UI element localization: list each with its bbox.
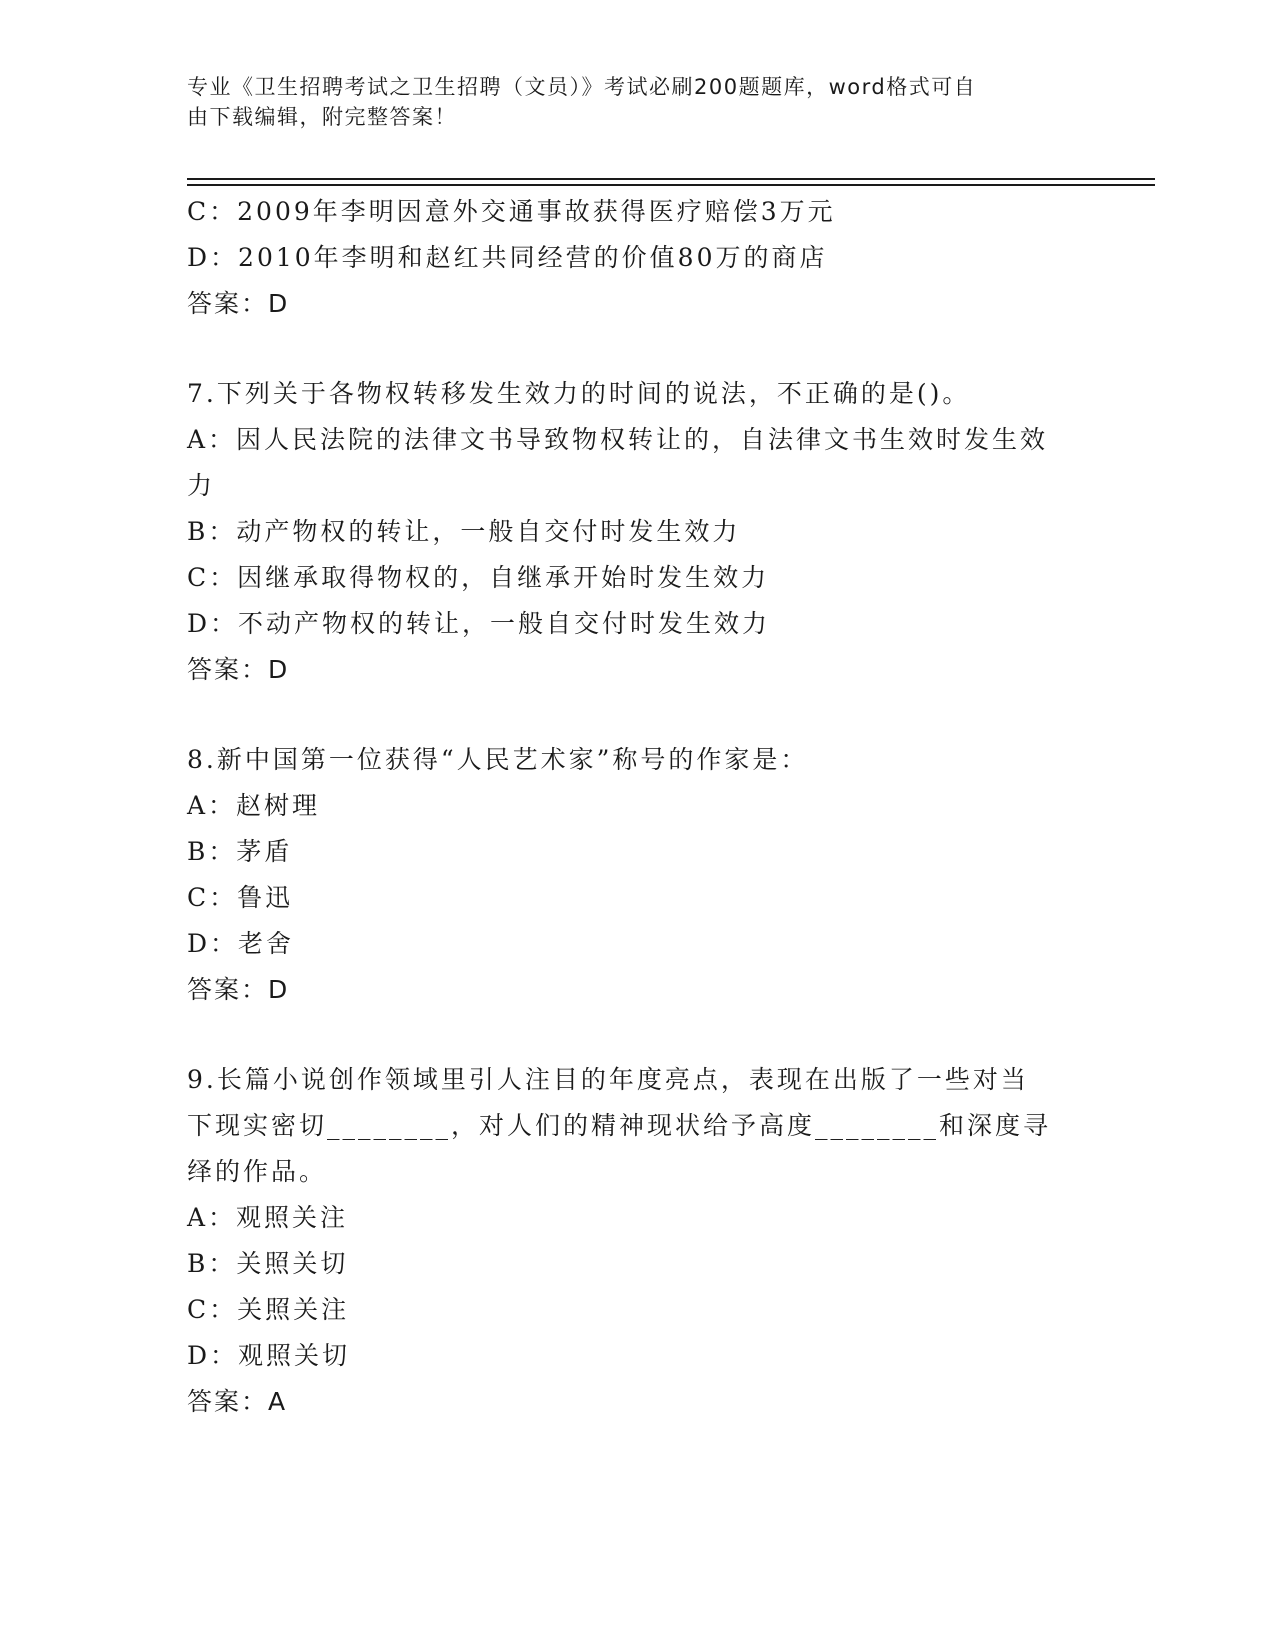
option-c: C：关照关注 <box>187 1295 350 1324</box>
answer-line: 答案：A <box>187 1387 288 1416</box>
question-stem: 8.新中国第一位获得“人民艺术家”称号的作家是： <box>187 745 809 774</box>
option-a: A：观照关注 <box>187 1203 349 1232</box>
question-9 <box>187 1057 1087 1425</box>
option-a: A：赵树理 <box>187 791 321 820</box>
option-d: D：观照关切 <box>187 1341 351 1370</box>
question-content <box>187 189 1087 1425</box>
option-d: D：老舍 <box>187 929 295 958</box>
header-line-2: 由下载编辑，附完整答案！ <box>187 105 457 129</box>
option-c: C：2009年李明因意外交通事故获得医疗赔偿3万元 <box>187 197 836 226</box>
option-c: C：鲁迅 <box>187 883 294 912</box>
option-c: C：因继承取得物权的，自继承开始时发生效力 <box>187 563 770 592</box>
option-b: B：关照关切 <box>187 1249 349 1278</box>
prev-question-block <box>187 189 1087 327</box>
answer-line: 答案：D <box>187 975 290 1004</box>
option-a: A：因人民法院的法律文书导致物权转让的，自法律文书生效时发生效 <box>187 425 1049 454</box>
question-stem-line-3: 绎的作品。 <box>187 1157 328 1186</box>
option-b: B：茅盾 <box>187 837 293 866</box>
answer-line: 答案：D <box>187 289 290 318</box>
question-stem: 7.下列关于各物权转移发生效力的时间的说法，不正确的是()。 <box>187 379 971 408</box>
answer-line: 答案：D <box>187 655 290 684</box>
question-7 <box>187 371 1087 693</box>
header-divider-top <box>187 178 1155 180</box>
header-divider-bottom <box>187 184 1155 186</box>
option-b: B：动产物权的转让，一般自交付时发生效力 <box>187 517 741 546</box>
question-8 <box>187 737 1087 1013</box>
document-header <box>187 72 1067 132</box>
option-d: D：2010年李明和赵红共同经营的价值80万的商店 <box>187 243 828 272</box>
header-line-1: 专业《卫生招聘考试之卫生招聘（文员）》考试必刷200题题库，word格式可自 <box>187 75 977 99</box>
option-d: D：不动产物权的转让，一般自交付时发生效力 <box>187 609 771 638</box>
question-stem-line-2: 下现实密切________，对人们的精神现状给予高度________和深度寻 <box>187 1111 1052 1140</box>
option-a-continued: 力 <box>187 471 216 500</box>
question-stem-line-1: 9.长篇小说创作领域里引人注目的年度亮点，表现在出版了一些对当 <box>187 1065 1029 1094</box>
